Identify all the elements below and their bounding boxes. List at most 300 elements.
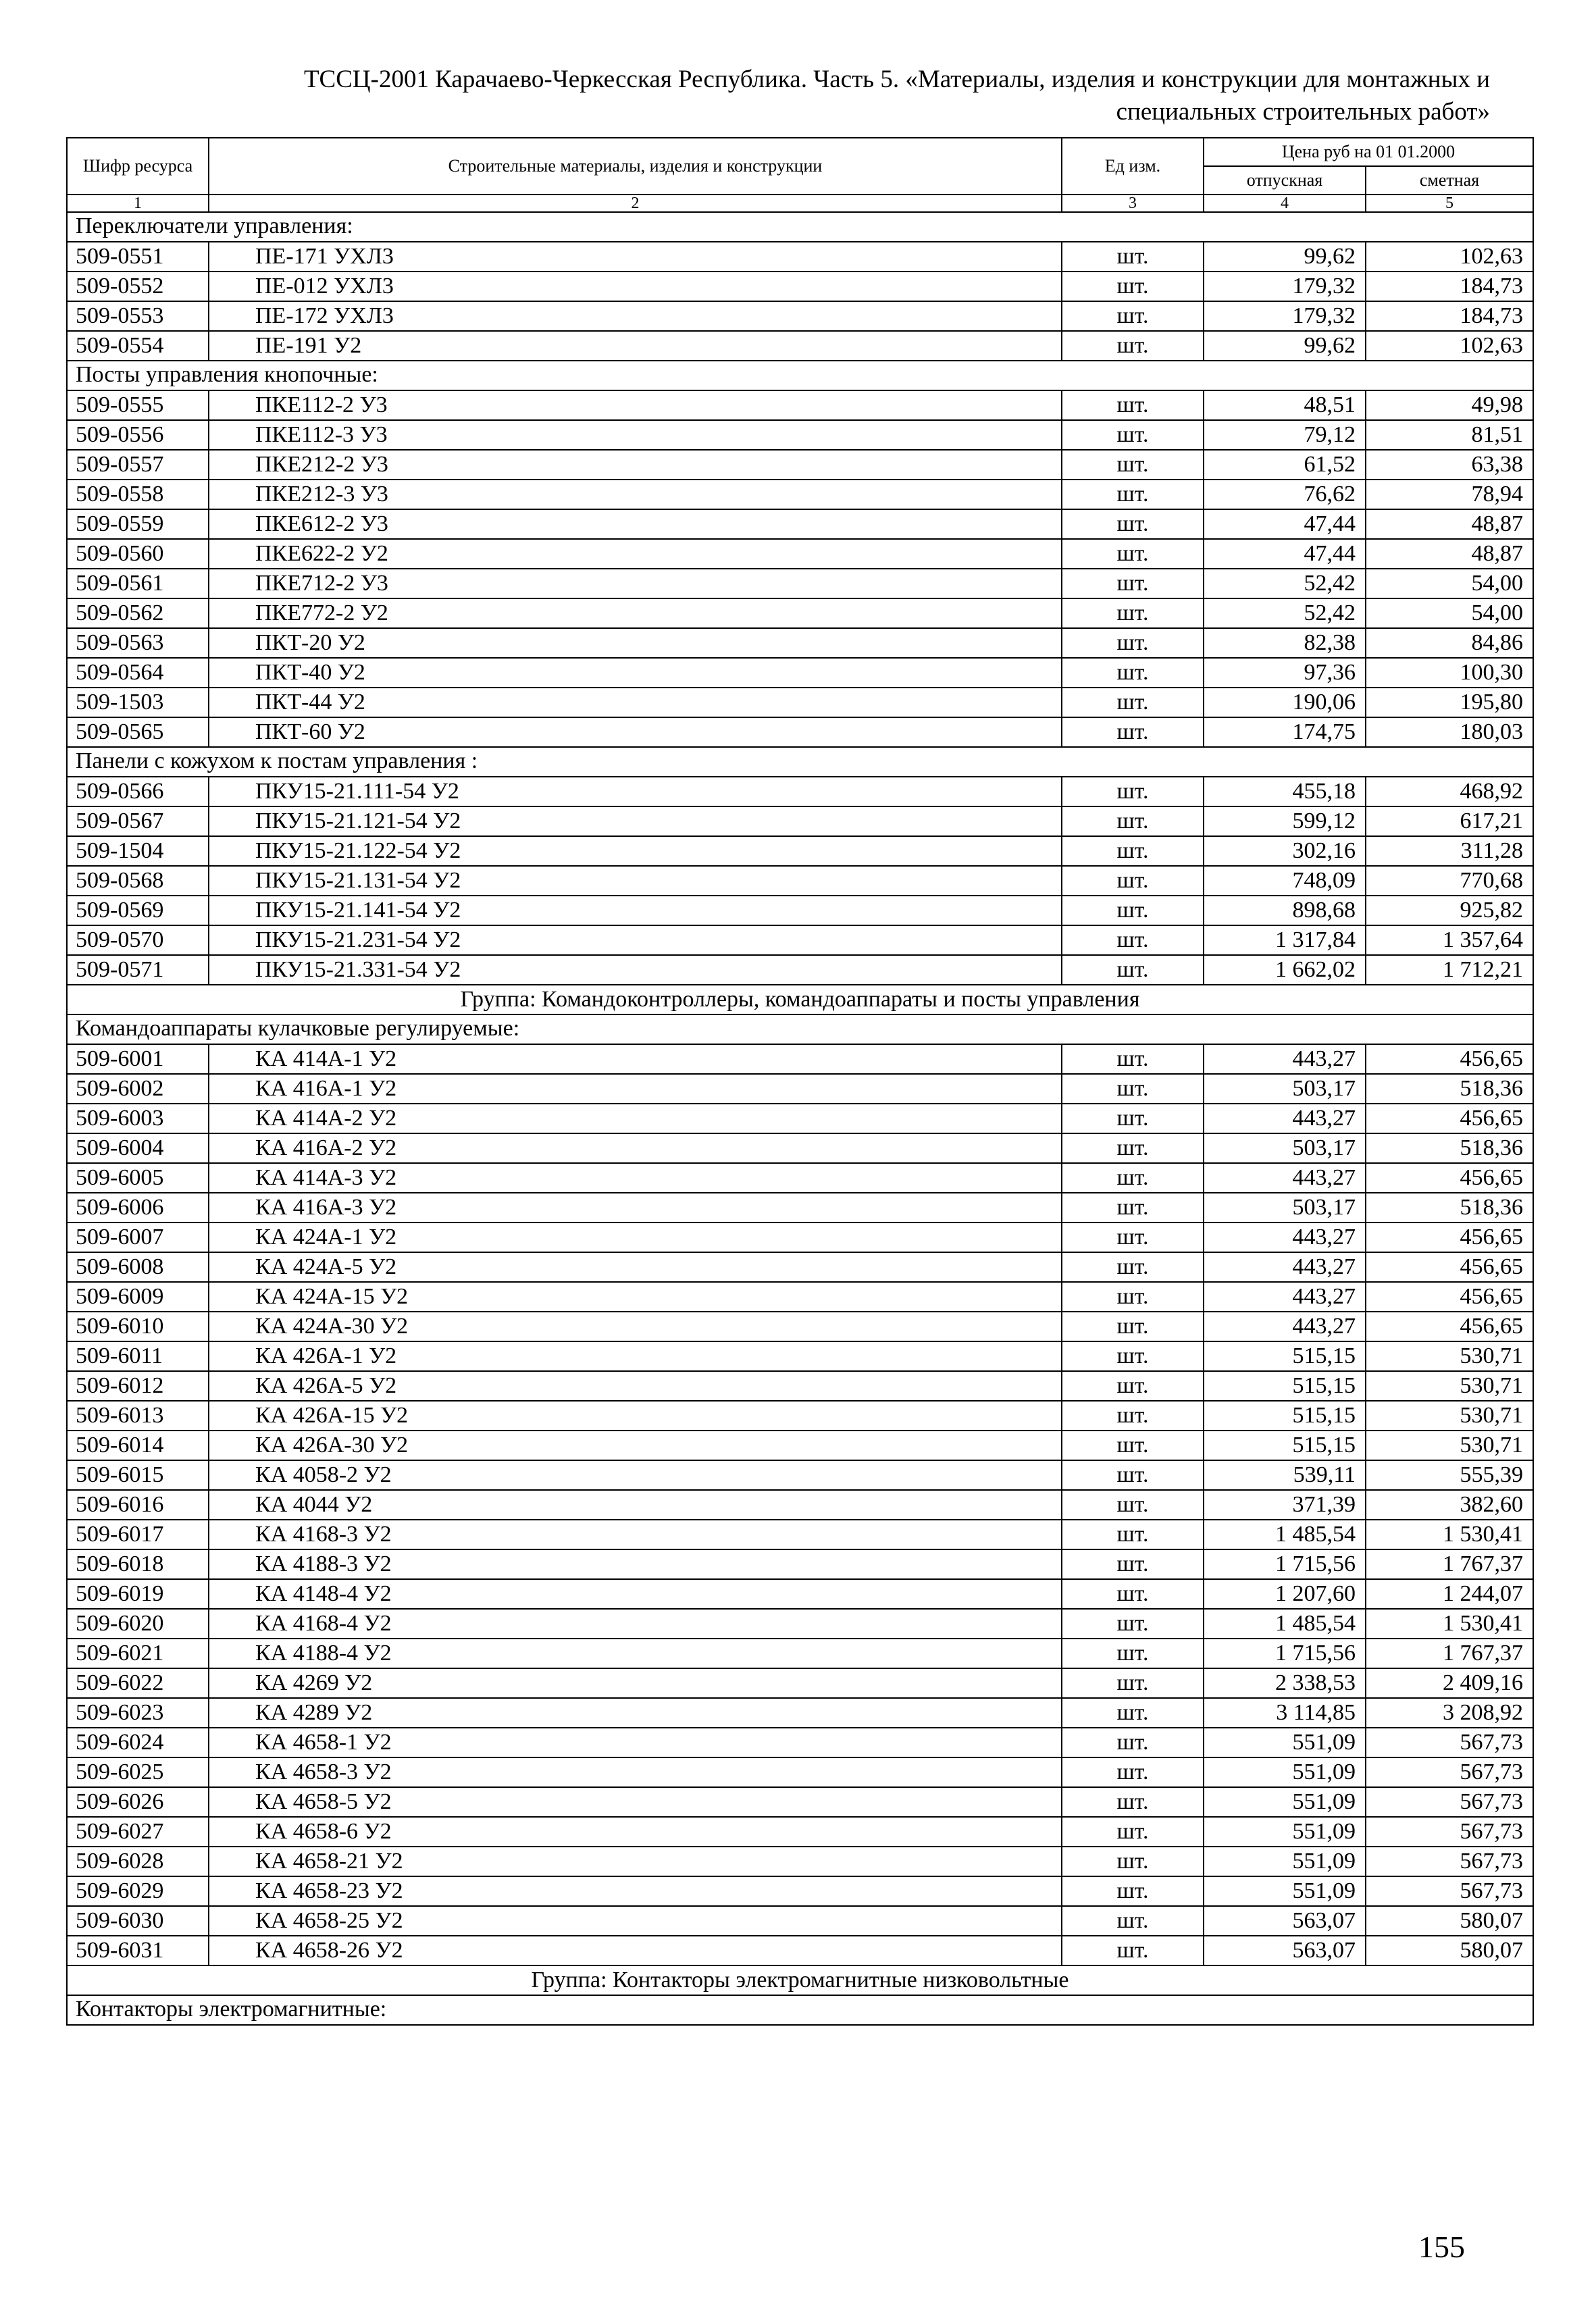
material-name: ПКЕ212-2 У3: [209, 450, 1062, 480]
release-price: 79,12: [1204, 420, 1366, 450]
resource-code: 509-6021: [67, 1639, 209, 1668]
material-name: КА 4658-21 У2: [209, 1847, 1062, 1876]
material-name: КА 416А-2 У2: [209, 1133, 1062, 1163]
header-line-2: специальных строительных работ»: [1116, 98, 1490, 126]
resource-code: 509-0565: [67, 717, 209, 747]
estimate-price: 567,73: [1366, 1876, 1533, 1906]
material-name: КА 4168-3 У2: [209, 1520, 1062, 1549]
release-price: 3 114,85: [1204, 1698, 1366, 1728]
estimate-price: 580,07: [1366, 1936, 1533, 1965]
release-price: 748,09: [1204, 866, 1366, 896]
material-name: КА 4058-2 У2: [209, 1460, 1062, 1490]
table-row: [67, 539, 1533, 569]
table-row: [67, 301, 1533, 331]
release-price: 99,62: [1204, 242, 1366, 272]
section-heading-row: [67, 747, 1533, 777]
col-estimate-header: сметная: [1366, 166, 1533, 195]
release-price: 455,18: [1204, 777, 1366, 806]
unit-of-measure: шт.: [1062, 1341, 1204, 1371]
release-price: 551,09: [1204, 1728, 1366, 1757]
estimate-price: 567,73: [1366, 1847, 1533, 1876]
release-price: 515,15: [1204, 1401, 1366, 1431]
unit-of-measure: шт.: [1062, 1460, 1204, 1490]
table-row: [67, 1074, 1533, 1104]
resource-code: 509-6003: [67, 1104, 209, 1133]
release-price: 179,32: [1204, 272, 1366, 301]
table-row: [67, 628, 1533, 658]
resource-code: 509-0564: [67, 658, 209, 688]
material-name: КА 4044 У2: [209, 1490, 1062, 1520]
estimate-price: 180,03: [1366, 717, 1533, 747]
release-price: 48,51: [1204, 390, 1366, 420]
unit-of-measure: шт.: [1062, 598, 1204, 628]
release-price: 503,17: [1204, 1133, 1366, 1163]
table-row: [67, 450, 1533, 480]
resource-code: 509-0563: [67, 628, 209, 658]
table-row: [67, 1312, 1533, 1341]
unit-of-measure: шт.: [1062, 717, 1204, 747]
unit-of-measure: шт.: [1062, 1044, 1204, 1074]
release-price: 551,09: [1204, 1817, 1366, 1847]
resource-code: 509-0562: [67, 598, 209, 628]
release-price: 190,06: [1204, 688, 1366, 717]
unit-of-measure: шт.: [1062, 1906, 1204, 1936]
estimate-price: 456,65: [1366, 1252, 1533, 1282]
release-price: 97,36: [1204, 658, 1366, 688]
unit-of-measure: шт.: [1062, 1193, 1204, 1223]
resource-code: 509-6017: [67, 1520, 209, 1549]
section-heading-row: [67, 1995, 1533, 2025]
release-price: 563,07: [1204, 1936, 1366, 1965]
table-row: [67, 1371, 1533, 1401]
section-heading-row: [67, 212, 1533, 242]
release-price: 599,12: [1204, 806, 1366, 836]
material-name: ПКЕ622-2 У2: [209, 539, 1062, 569]
estimate-price: 81,51: [1366, 420, 1533, 450]
estimate-price: 567,73: [1366, 1757, 1533, 1787]
table-row: [67, 1223, 1533, 1252]
resource-code: 509-6007: [67, 1223, 209, 1252]
col-code-header: Шифр ресурса: [67, 138, 209, 195]
table-row: [67, 1609, 1533, 1639]
unit-of-measure: шт.: [1062, 420, 1204, 450]
release-price: 1 662,02: [1204, 955, 1366, 985]
release-price: 1 317,84: [1204, 925, 1366, 955]
unit-of-measure: шт.: [1062, 331, 1204, 361]
unit-of-measure: шт.: [1062, 1431, 1204, 1460]
release-price: 2 338,53: [1204, 1668, 1366, 1698]
resource-code: 509-6024: [67, 1728, 209, 1757]
table-row: [67, 896, 1533, 925]
header-line-1: ТССЦ-2001 Карачаево-Черкесская Республика. Часть 5. «Материалы, изделия и конструкции для монтажных и: [303, 66, 1490, 93]
release-price: 443,27: [1204, 1252, 1366, 1282]
resource-code: 509-1504: [67, 836, 209, 866]
release-price: 174,75: [1204, 717, 1366, 747]
release-price: 551,09: [1204, 1757, 1366, 1787]
release-price: 47,44: [1204, 509, 1366, 539]
unit-of-measure: шт.: [1062, 806, 1204, 836]
material-name: ПКЕ772-2 У2: [209, 598, 1062, 628]
resource-code: 509-6012: [67, 1371, 209, 1401]
resource-code: 509-0569: [67, 896, 209, 925]
material-name: КА 4188-4 У2: [209, 1639, 1062, 1668]
resource-code: 509-0552: [67, 272, 209, 301]
estimate-price: 311,28: [1366, 836, 1533, 866]
release-price: 515,15: [1204, 1371, 1366, 1401]
section-title: Командоаппараты кулачковые регулируемые:: [67, 1014, 1533, 1044]
release-price: 1 715,56: [1204, 1639, 1366, 1668]
resource-code: 509-0554: [67, 331, 209, 361]
release-price: 47,44: [1204, 539, 1366, 569]
material-name: ПКТ-40 У2: [209, 658, 1062, 688]
unit-of-measure: шт.: [1062, 1312, 1204, 1341]
table-row: [67, 1817, 1533, 1847]
material-name: КА 4188-3 У2: [209, 1549, 1062, 1579]
table-row: [67, 1757, 1533, 1787]
estimate-price: 456,65: [1366, 1104, 1533, 1133]
resource-code: 509-6023: [67, 1698, 209, 1728]
estimate-price: 1 530,41: [1366, 1609, 1533, 1639]
resource-code: 509-6009: [67, 1282, 209, 1312]
table-row: [67, 1460, 1533, 1490]
release-price: 551,09: [1204, 1847, 1366, 1876]
release-price: 82,38: [1204, 628, 1366, 658]
estimate-price: 49,98: [1366, 390, 1533, 420]
material-name: КА 416А-1 У2: [209, 1074, 1062, 1104]
material-name: ПКЕ212-3 У3: [209, 480, 1062, 509]
unit-of-measure: шт.: [1062, 1520, 1204, 1549]
unit-of-measure: шт.: [1062, 1252, 1204, 1282]
unit-of-measure: шт.: [1062, 1757, 1204, 1787]
resource-code: 509-0567: [67, 806, 209, 836]
table-row: [67, 1876, 1533, 1906]
table-row: [67, 1044, 1533, 1074]
release-price: 443,27: [1204, 1223, 1366, 1252]
estimate-price: 518,36: [1366, 1193, 1533, 1223]
group-heading-row: [67, 1965, 1533, 1995]
estimate-price: 456,65: [1366, 1223, 1533, 1252]
resource-code: 509-0551: [67, 242, 209, 272]
material-name: КА 4148-4 У2: [209, 1579, 1062, 1609]
estimate-price: 567,73: [1366, 1817, 1533, 1847]
material-name: ПКУ15-21.331-54 У2: [209, 955, 1062, 985]
estimate-price: 84,86: [1366, 628, 1533, 658]
unit-of-measure: шт.: [1062, 1490, 1204, 1520]
table-row: [67, 1787, 1533, 1817]
estimate-price: 617,21: [1366, 806, 1533, 836]
table-row: [67, 836, 1533, 866]
release-price: 52,42: [1204, 598, 1366, 628]
estimate-price: 770,68: [1366, 866, 1533, 896]
table-row: [67, 1401, 1533, 1431]
col-number-3: 3: [1062, 195, 1204, 212]
section-heading-row: [67, 1014, 1533, 1044]
resource-code: 509-6026: [67, 1787, 209, 1817]
release-price: 443,27: [1204, 1312, 1366, 1341]
release-price: 99,62: [1204, 331, 1366, 361]
resource-code: 509-0571: [67, 955, 209, 985]
unit-of-measure: шт.: [1062, 509, 1204, 539]
col-name-header: Строительные материалы, изделия и конструкции: [209, 138, 1062, 195]
unit-of-measure: шт.: [1062, 1163, 1204, 1193]
col-number-1: 1: [67, 195, 209, 212]
resource-code: 509-0555: [67, 390, 209, 420]
estimate-price: 468,92: [1366, 777, 1533, 806]
table-row: [67, 1549, 1533, 1579]
unit-of-measure: шт.: [1062, 955, 1204, 985]
material-name: ПЕ-012 УХЛ3: [209, 272, 1062, 301]
estimate-price: 456,65: [1366, 1282, 1533, 1312]
estimate-price: 3 208,92: [1366, 1698, 1533, 1728]
page-number: 155: [1418, 2230, 1465, 2264]
group-title: Группа: Командоконтроллеры, командоаппараты и посты управления: [67, 985, 1533, 1014]
resource-code: 509-6022: [67, 1668, 209, 1698]
estimate-price: 382,60: [1366, 1490, 1533, 1520]
table-row: [67, 1639, 1533, 1668]
table-row: [67, 1163, 1533, 1193]
group-title: Группа: Контакторы электромагнитные низковольтные: [67, 1965, 1533, 1995]
material-name: ПКЕ612-2 У3: [209, 509, 1062, 539]
section-title: Контакторы электромагнитные:: [67, 1995, 1533, 2025]
estimate-price: 1 530,41: [1366, 1520, 1533, 1549]
resource-code: 509-6016: [67, 1490, 209, 1520]
material-name: КА 424А-30 У2: [209, 1312, 1062, 1341]
col-unit-header: Ед изм.: [1062, 138, 1204, 195]
material-name: ПКЕ712-2 У3: [209, 569, 1062, 598]
estimate-price: 1 767,37: [1366, 1639, 1533, 1668]
material-name: КА 4658-3 У2: [209, 1757, 1062, 1787]
estimate-price: 100,30: [1366, 658, 1533, 688]
table-row: [67, 955, 1533, 985]
unit-of-measure: шт.: [1062, 1728, 1204, 1757]
release-price: 52,42: [1204, 569, 1366, 598]
resource-code: 509-6027: [67, 1817, 209, 1847]
release-price: 551,09: [1204, 1787, 1366, 1817]
table-row: [67, 480, 1533, 509]
unit-of-measure: шт.: [1062, 1787, 1204, 1817]
estimate-price: 555,39: [1366, 1460, 1533, 1490]
estimate-price: 102,63: [1366, 242, 1533, 272]
table-row: [67, 1193, 1533, 1223]
unit-of-measure: шт.: [1062, 1579, 1204, 1609]
resource-code: 509-0557: [67, 450, 209, 480]
material-name: КА 4269 У2: [209, 1668, 1062, 1698]
unit-of-measure: шт.: [1062, 1817, 1204, 1847]
section-heading-row: [67, 361, 1533, 390]
table-row: [67, 925, 1533, 955]
table-row: [67, 1104, 1533, 1133]
resource-code: 509-6015: [67, 1460, 209, 1490]
material-name: ПКУ15-21.231-54 У2: [209, 925, 1062, 955]
table-row: [67, 806, 1533, 836]
material-name: КА 4658-6 У2: [209, 1817, 1062, 1847]
estimate-price: 530,71: [1366, 1371, 1533, 1401]
price-table: [66, 137, 1534, 2026]
material-name: ПКТ-60 У2: [209, 717, 1062, 747]
resource-code: 509-6010: [67, 1312, 209, 1341]
section-title: Панели с кожухом к постам управления :: [67, 747, 1533, 777]
material-name: КА 424А-1 У2: [209, 1223, 1062, 1252]
release-price: 443,27: [1204, 1282, 1366, 1312]
estimate-price: 530,71: [1366, 1431, 1533, 1460]
material-name: ПКУ15-21.141-54 У2: [209, 896, 1062, 925]
unit-of-measure: шт.: [1062, 1133, 1204, 1163]
unit-of-measure: шт.: [1062, 896, 1204, 925]
resource-code: 509-6008: [67, 1252, 209, 1282]
release-price: 1 207,60: [1204, 1579, 1366, 1609]
estimate-price: 456,65: [1366, 1312, 1533, 1341]
table-row: [67, 1668, 1533, 1698]
material-name: КА 4658-1 У2: [209, 1728, 1062, 1757]
table-row: [67, 777, 1533, 806]
release-price: 1 485,54: [1204, 1520, 1366, 1549]
material-name: КА 4658-5 У2: [209, 1787, 1062, 1817]
release-price: 515,15: [1204, 1431, 1366, 1460]
unit-of-measure: шт.: [1062, 1371, 1204, 1401]
material-name: КА 4168-4 У2: [209, 1609, 1062, 1639]
table-body: [67, 212, 1533, 2025]
estimate-price: 1 244,07: [1366, 1579, 1533, 1609]
material-name: ПКУ15-21.111-54 У2: [209, 777, 1062, 806]
unit-of-measure: шт.: [1062, 688, 1204, 717]
estimate-price: 567,73: [1366, 1787, 1533, 1817]
material-name: КА 4658-26 У2: [209, 1936, 1062, 1965]
resource-code: 509-0553: [67, 301, 209, 331]
estimate-price: 518,36: [1366, 1074, 1533, 1104]
table-row: [67, 390, 1533, 420]
table-row: [67, 598, 1533, 628]
table-row: [67, 688, 1533, 717]
material-name: ПКУ15-21.131-54 У2: [209, 866, 1062, 896]
resource-code: 509-6001: [67, 1044, 209, 1074]
unit-of-measure: шт.: [1062, 1847, 1204, 1876]
resource-code: 509-6030: [67, 1906, 209, 1936]
estimate-price: 54,00: [1366, 569, 1533, 598]
material-name: КА 4658-23 У2: [209, 1876, 1062, 1906]
table-row: [67, 1520, 1533, 1549]
material-name: ПКУ15-21.122-54 У2: [209, 836, 1062, 866]
col-release-header: отпускная: [1204, 166, 1366, 195]
resource-code: 509-6025: [67, 1757, 209, 1787]
material-name: КА 414А-1 У2: [209, 1044, 1062, 1074]
release-price: 503,17: [1204, 1193, 1366, 1223]
unit-of-measure: шт.: [1062, 1074, 1204, 1104]
group-heading-row: [67, 985, 1533, 1014]
estimate-price: 518,36: [1366, 1133, 1533, 1163]
table-row: [67, 1847, 1533, 1876]
table-row: [67, 1341, 1533, 1371]
material-name: КА 424А-15 У2: [209, 1282, 1062, 1312]
release-price: 503,17: [1204, 1074, 1366, 1104]
release-price: 302,16: [1204, 836, 1366, 866]
section-title: Переключатели управления:: [67, 212, 1533, 242]
resource-code: 509-0568: [67, 866, 209, 896]
release-price: 61,52: [1204, 450, 1366, 480]
unit-of-measure: шт.: [1062, 1401, 1204, 1431]
release-price: 443,27: [1204, 1044, 1366, 1074]
table-row: [67, 1282, 1533, 1312]
table-row: [67, 509, 1533, 539]
unit-of-measure: шт.: [1062, 242, 1204, 272]
table-row: [67, 1252, 1533, 1282]
unit-of-measure: шт.: [1062, 925, 1204, 955]
resource-code: 509-6014: [67, 1431, 209, 1460]
estimate-price: 54,00: [1366, 598, 1533, 628]
estimate-price: 184,73: [1366, 301, 1533, 331]
material-name: КА 4658-25 У2: [209, 1906, 1062, 1936]
unit-of-measure: шт.: [1062, 1639, 1204, 1668]
material-name: КА 426А-1 У2: [209, 1341, 1062, 1371]
unit-of-measure: шт.: [1062, 658, 1204, 688]
material-name: КА 416А-3 У2: [209, 1193, 1062, 1223]
estimate-price: 48,87: [1366, 509, 1533, 539]
material-name: КА 4289 У2: [209, 1698, 1062, 1728]
release-price: 443,27: [1204, 1104, 1366, 1133]
unit-of-measure: шт.: [1062, 777, 1204, 806]
release-price: 1 715,56: [1204, 1549, 1366, 1579]
unit-of-measure: шт.: [1062, 836, 1204, 866]
unit-of-measure: шт.: [1062, 480, 1204, 509]
unit-of-measure: шт.: [1062, 450, 1204, 480]
table-row: [67, 242, 1533, 272]
col-price-header: Цена руб на 01 01.2000: [1204, 138, 1533, 166]
unit-of-measure: шт.: [1062, 539, 1204, 569]
estimate-price: 48,87: [1366, 539, 1533, 569]
resource-code: 509-6020: [67, 1609, 209, 1639]
estimate-price: 1 357,64: [1366, 925, 1533, 955]
estimate-price: 63,38: [1366, 450, 1533, 480]
release-price: 1 485,54: [1204, 1609, 1366, 1639]
table-row: [67, 658, 1533, 688]
release-price: 371,39: [1204, 1490, 1366, 1520]
unit-of-measure: шт.: [1062, 1549, 1204, 1579]
table-row: [67, 569, 1533, 598]
release-price: 443,27: [1204, 1163, 1366, 1193]
resource-code: 509-6006: [67, 1193, 209, 1223]
estimate-price: 530,71: [1366, 1401, 1533, 1431]
resource-code: 509-6018: [67, 1549, 209, 1579]
document-header: [68, 63, 1490, 128]
resource-code: 509-6031: [67, 1936, 209, 1965]
table-row: [67, 1698, 1533, 1728]
resource-code: 509-6013: [67, 1401, 209, 1431]
estimate-price: 925,82: [1366, 896, 1533, 925]
section-title: Посты управления кнопочные:: [67, 361, 1533, 390]
table-row: [67, 1133, 1533, 1163]
release-price: 179,32: [1204, 301, 1366, 331]
table-row: [67, 1936, 1533, 1965]
unit-of-measure: шт.: [1062, 301, 1204, 331]
resource-code: 509-0561: [67, 569, 209, 598]
material-name: КА 414А-3 У2: [209, 1163, 1062, 1193]
material-name: ПКУ15-21.121-54 У2: [209, 806, 1062, 836]
table-row: [67, 1579, 1533, 1609]
resource-code: 509-0566: [67, 777, 209, 806]
estimate-price: 184,73: [1366, 272, 1533, 301]
estimate-price: 567,73: [1366, 1728, 1533, 1757]
resource-code: 509-6011: [67, 1341, 209, 1371]
resource-code: 509-6005: [67, 1163, 209, 1193]
material-name: ПКТ-20 У2: [209, 628, 1062, 658]
resource-code: 509-6029: [67, 1876, 209, 1906]
resource-code: 509-6019: [67, 1579, 209, 1609]
material-name: КА 426А-15 У2: [209, 1401, 1062, 1431]
resource-code: 509-0558: [67, 480, 209, 509]
unit-of-measure: шт.: [1062, 628, 1204, 658]
unit-of-measure: шт.: [1062, 272, 1204, 301]
estimate-price: 456,65: [1366, 1044, 1533, 1074]
unit-of-measure: шт.: [1062, 1668, 1204, 1698]
